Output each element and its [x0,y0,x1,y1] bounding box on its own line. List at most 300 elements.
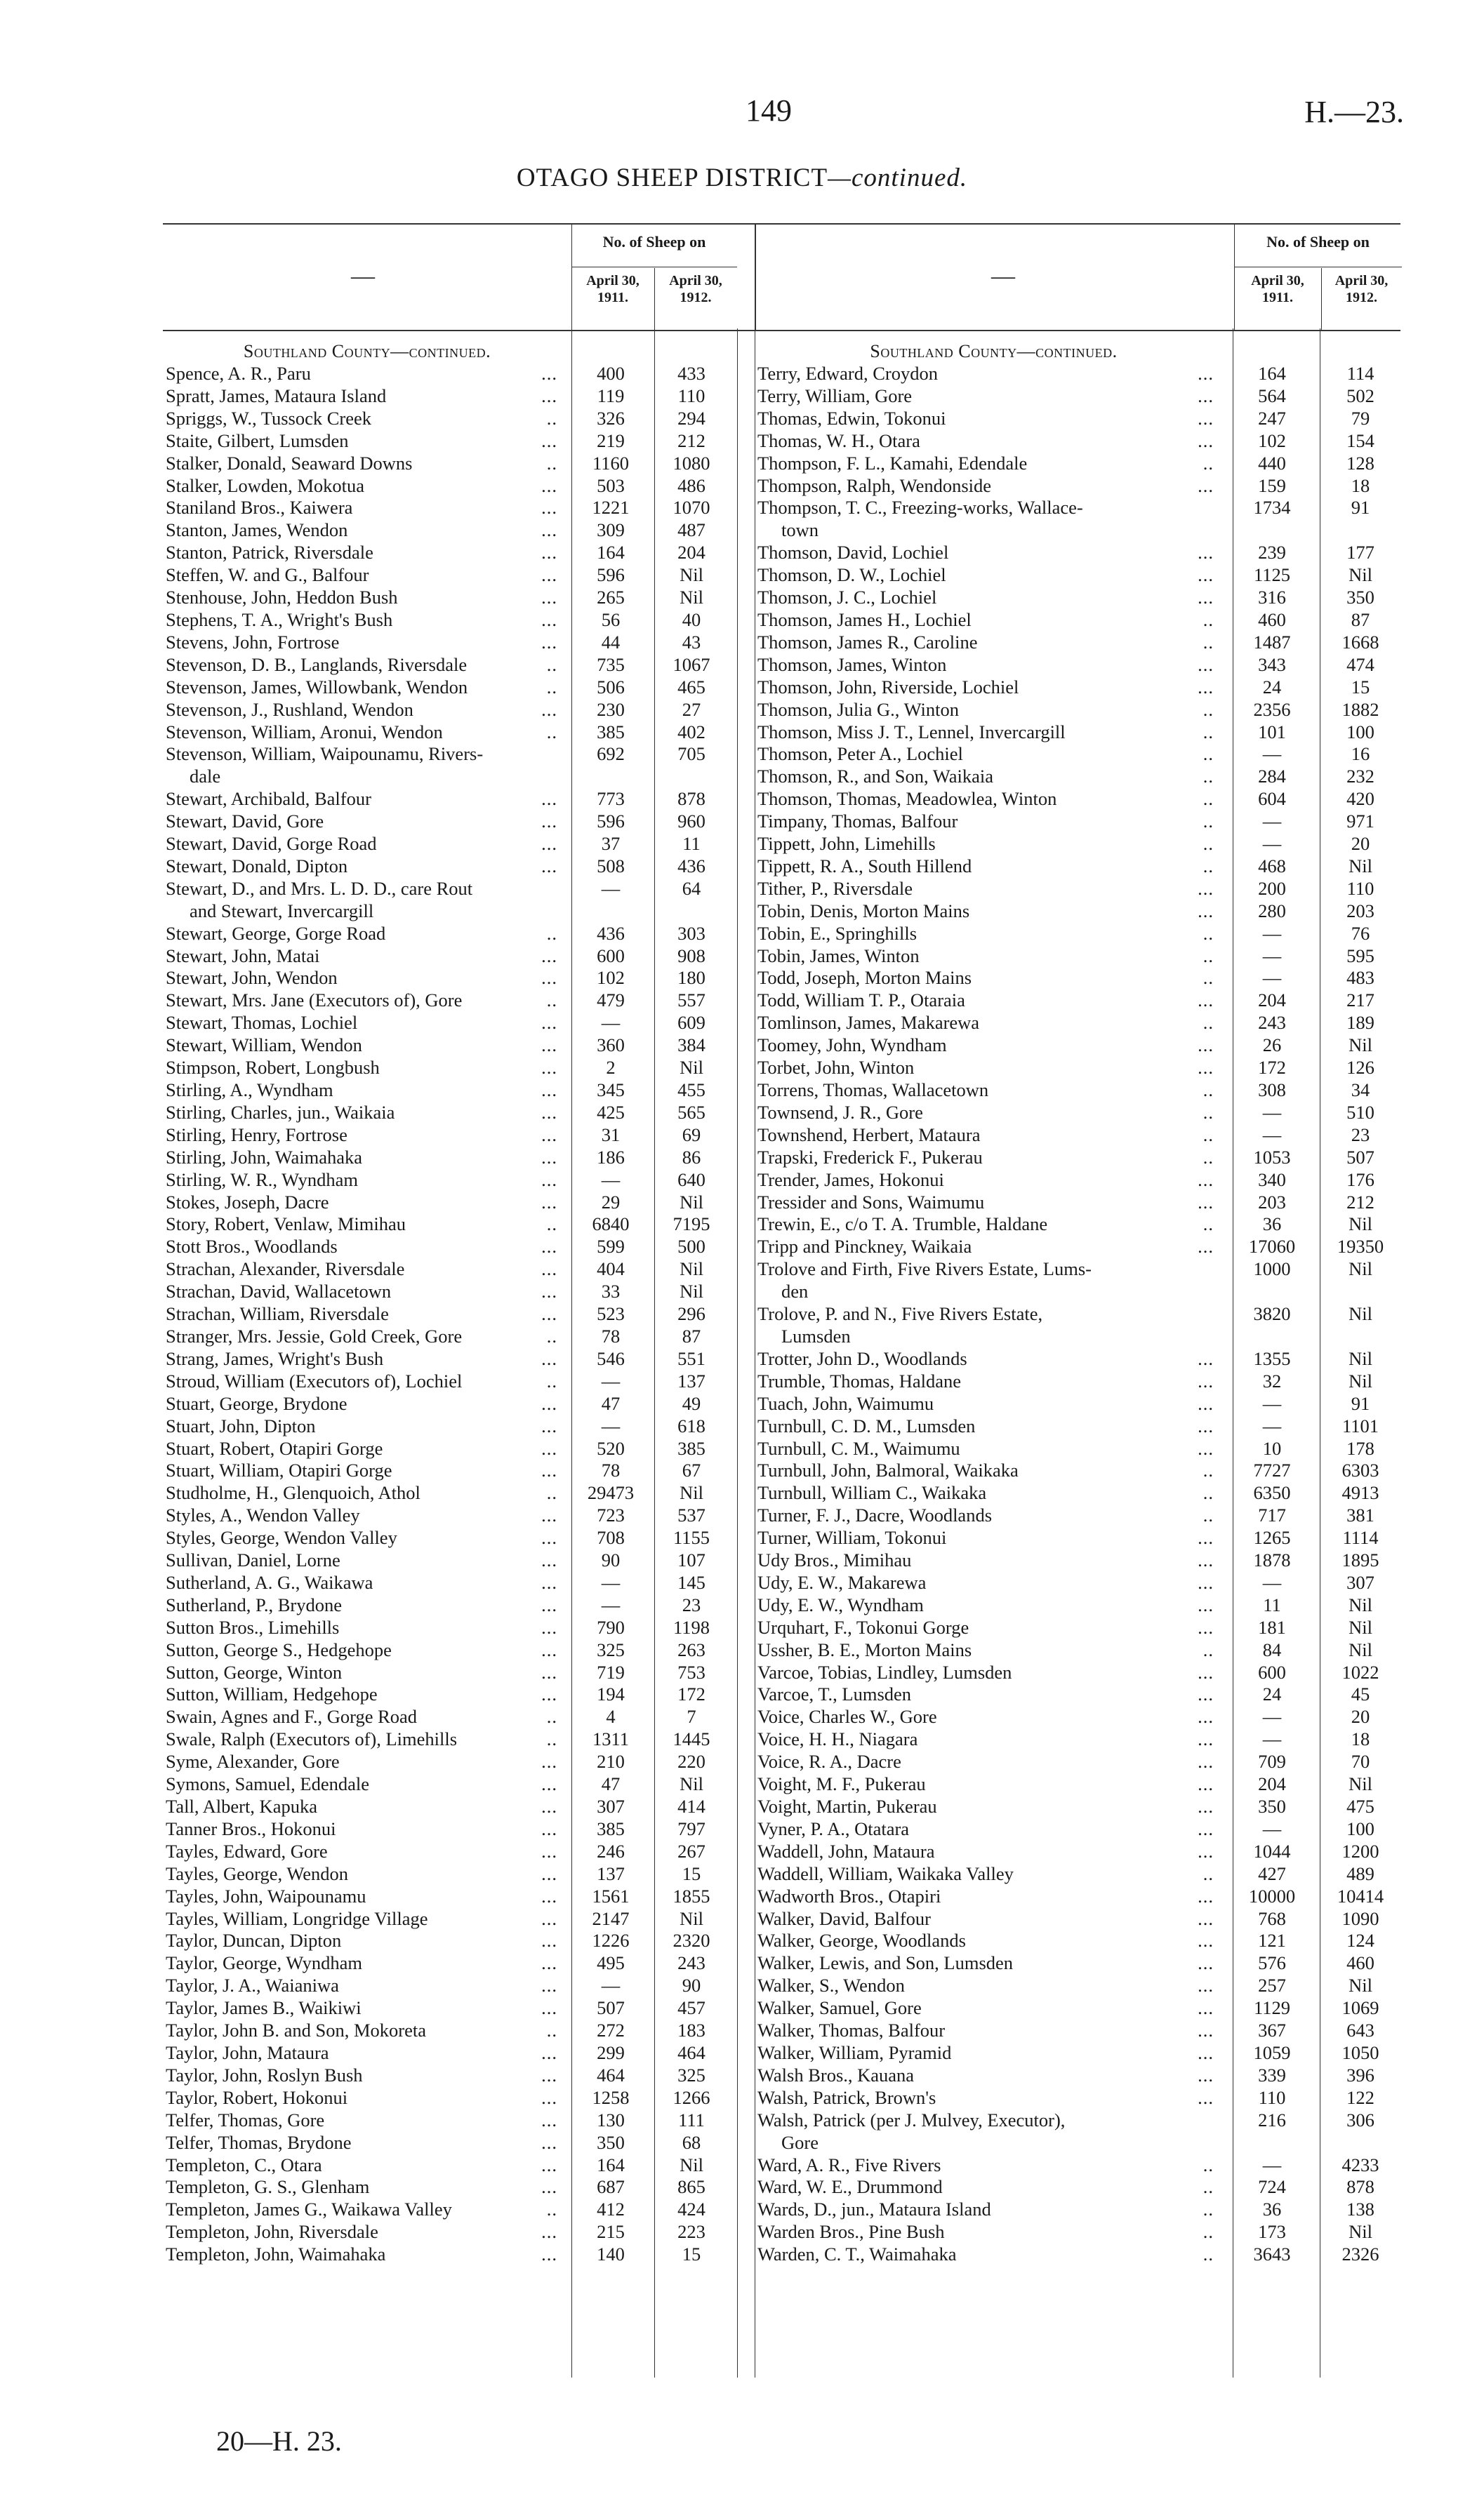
page-title [0,163,1484,193]
table-row [755,766,1400,788]
sheep-1911: 280 [1258,900,1286,921]
sheep-1911: 1355 [1253,1347,1291,1369]
sheep-1911: 717 [1258,1505,1286,1526]
table-row [163,878,761,923]
owner-name: Telfer, Thomas, Gore ... [166,2109,557,2131]
table-row [163,1415,761,1438]
sheep-1912: 20 [1351,833,1370,855]
owner-name: Vyner, P. A., Otatara ... [757,1818,1214,1839]
sheep-1912: 6303 [1341,1460,1379,1481]
owner-name: Walker, William, Pyramid ... [757,2041,1214,2063]
sheep-1912: 414 [677,1796,705,1817]
table-row [163,1236,761,1258]
sheep-1911: 265 [597,587,625,608]
owner-name: Stevenson, J., Rushland, Wendon ... [166,698,557,720]
sheep-1911: 309 [597,519,625,541]
table-row [755,1841,1400,1863]
sheep-1911: — [1262,833,1282,855]
sheep-1912: 126 [1346,1057,1374,1079]
sheep-1912: 176 [1346,1168,1374,1190]
sheep-1912: Nil [1349,1639,1372,1660]
sheep-1912: 396 [1346,2064,1374,2086]
sheep-1912: 76 [1351,922,1370,944]
owner-name: Waddell, William, Waikaka Valley .. [757,1862,1214,1884]
sheep-1912: 107 [677,1549,705,1571]
owner-name: Todd, Joseph, Morton Mains .. [757,967,1214,989]
sheep-1911: 2 [606,1057,616,1079]
sheep-1911: 6350 [1253,1482,1291,1504]
sheep-1912: 110 [677,385,705,406]
sheep-1911: 56 [601,608,621,630]
table-row [755,1863,1400,1886]
sheep-1912: 565 [677,1101,705,1123]
owner-name: Voice, R. A., Dacre ... [757,1751,1214,1773]
owner-name: Trolove and Firth, Five Rivers Estate, Lums- den [757,1258,1092,1302]
sheep-1911: 239 [1258,542,1286,564]
sheep-1912: Nil [1349,855,1372,876]
sheep-1911: 600 [597,945,625,966]
sheep-1912: 294 [677,407,705,429]
table-row [163,1796,761,1818]
owner-name: Strachan, William, Riversdale ... [166,1303,557,1325]
owner-name: Stott Bros., Woodlands ... [166,1236,557,1258]
left-table-body [163,363,761,2266]
table-row [755,1662,1400,1684]
sheep-1911: 576 [1258,1952,1286,1974]
table-row [755,1258,1400,1303]
sheep-1912: 23 [682,1594,701,1615]
sheep-1912: 7195 [673,1213,710,1235]
header-1911: April 30, 1911. [1251,273,1304,305]
sheep-1912: 908 [677,945,705,966]
owner-name: Taylor, James B., Waikiwi ... [166,1997,557,2019]
sheep-1912: 797 [677,1818,705,1839]
sheep-1911: — [1262,1728,1282,1750]
table-row [163,1594,761,1617]
sheep-1911: 1561 [592,1885,630,1907]
owner-name: Stenhouse, John, Heddon Bush ... [166,587,557,608]
table-row [163,2244,761,2266]
owner-name: Stewart, David, Gorge Road ... [166,833,557,855]
sheep-1912: 381 [1346,1505,1374,1526]
sheep-1911: 243 [1258,1012,1286,1034]
table-row [163,1482,761,1505]
sheep-1912: 10414 [1337,1885,1384,1907]
sheep-1911: — [1262,1818,1282,1839]
table-row [163,1930,761,1952]
sheep-1911: 284 [1258,766,1286,787]
sheep-1911: — [1262,1392,1282,1414]
table-row [163,1393,761,1415]
owner-name: Townshend, Herbert, Mataura .. [757,1124,1214,1145]
sheep-1911: 599 [597,1236,625,1258]
sheep-1912: 49 [682,1392,701,1414]
owner-name: Walker, Thomas, Balfour ... [757,2020,1214,2041]
owner-name: Walker, S., Wendon ... [757,1975,1214,1996]
sheep-1911: 307 [597,1796,625,1817]
owner-name: Stirling, A., Wyndham ... [166,1079,557,1100]
owner-name: Torbet, John, Winton ... [757,1057,1214,1079]
sheep-1911: 1221 [592,497,630,519]
sheep-1912: Nil [1349,1975,1372,1996]
table-row [163,699,761,721]
sheep-1911: 360 [597,1034,625,1056]
owner-name: Tayles, Edward, Gore ... [166,1840,557,1862]
owner-name: Thomson, D. W., Lochiel ... [757,564,1214,586]
table-row [755,1147,1400,1169]
sheep-1911: 790 [597,1616,625,1638]
owner-name: Turnbull, John, Balmoral, Waikaka .. [757,1460,1214,1481]
sheep-1911: 326 [597,407,625,429]
sheep-1912: 296 [677,1303,705,1325]
sheep-1912: 16 [1351,743,1370,765]
sheep-1912: Nil [680,1057,703,1079]
owner-name: Thomson, John, Riverside, Lochiel ... [757,676,1214,698]
sheep-1912: 91 [1351,1392,1370,1414]
owner-name: Voice, Charles W., Gore ... [757,1706,1214,1728]
sheep-1912: 87 [682,1325,701,1347]
sheep-1911: 159 [1258,474,1286,496]
sheep-1911: 33 [601,1281,621,1302]
owner-name: Strachan, Alexander, Riversdale ... [166,1258,557,1280]
table-row [755,1796,1400,1818]
header-group: No. of Sheep on [1266,233,1370,251]
sheep-1912: Nil [1349,2221,1372,2243]
owner-name: Thompson, T. C., Freezing-works, Wallace- town [757,497,1083,541]
sheep-1911: 78 [601,1460,621,1481]
sheep-1911: 520 [597,1437,625,1459]
header-group: No. of Sheep on [602,233,706,251]
table-row [755,1102,1400,1124]
sheep-1911: 173 [1258,2221,1286,2243]
table-row [755,1079,1400,1102]
sheep-1911: 119 [597,385,625,406]
table-row [755,363,1400,385]
sheep-1911: 17060 [1248,1236,1296,1258]
sheep-1912: 420 [1346,788,1374,810]
owner-name: Taylor, J. A., Waianiwa ... [166,1975,557,1996]
sheep-1911: 687 [597,2176,625,2198]
sheep-1912: 507 [1346,1146,1374,1168]
sheep-1912: 502 [1346,385,1374,406]
table-row [755,1348,1400,1371]
sheep-1911: 1053 [1253,1146,1291,1168]
section-heading: Southland County—continued. [870,341,1118,361]
owner-name: Voice, H. H., Niagara ... [757,1728,1214,1750]
owner-name: Sullivan, Daniel, Lorne ... [166,1549,557,1571]
sheep-1912: 753 [677,1661,705,1683]
sheep-1911: 10 [1262,1437,1282,1459]
owner-name: Stuart, John, Dipton ... [166,1415,557,1436]
sheep-1912: 460 [1346,1952,1374,1974]
table-row [163,1863,761,1886]
table-row [163,2132,761,2154]
table-row [163,1549,761,1572]
owner-name: Thomson, Julia G., Winton .. [757,698,1214,720]
sheep-1912: Nil [680,587,703,608]
sheep-1911: 464 [597,2064,625,2086]
table-row [755,1706,1400,1728]
owner-name: Sutton Bros., Limehills ... [166,1616,557,1638]
sheep-1912: 267 [677,1840,705,1862]
sheep-1912: 557 [677,989,705,1011]
owner-name: Voight, M. F., Pukerau ... [757,1773,1214,1795]
sheep-1912: 172 [677,1684,705,1705]
table-row [163,833,761,855]
owner-name: Templeton, John, Riversdale ... [166,2221,557,2243]
owner-name: Stokes, Joseph, Dacre ... [166,1191,557,1213]
owner-name: Varcoe, Tobias, Lindley, Lumsden ... [757,1661,1214,1683]
owner-name: Trewin, E., c/o T. A. Trumble, Haldane .. [757,1213,1214,1235]
sheep-1912: 43 [682,631,701,653]
sheep-1911: 1044 [1253,1840,1291,1862]
table-row [163,1505,761,1527]
sheep-1911: 24 [1262,676,1282,698]
table-row [163,1662,761,1684]
sheep-1911: 44 [601,631,621,653]
sheep-1911: 1059 [1253,2041,1291,2063]
table-row [755,811,1400,833]
sheep-1911: 1125 [1253,564,1291,586]
owner-name: Strachan, David, Wallacetown ... [166,1281,557,1302]
sheep-1912: 11 [682,833,701,855]
sheep-1911: 724 [1258,2176,1286,2198]
table-row [163,2176,761,2199]
table-row [755,1818,1400,1841]
table-row [755,878,1400,900]
table-row [755,1371,1400,1393]
sheep-1911: — [1262,967,1282,989]
owner-name: Stewart, Archibald, Balfour ... [166,788,557,810]
owner-name: Thompson, Ralph, Wendonside ... [757,474,1214,496]
table-row [755,788,1400,811]
owner-name: Templeton, James G., Waikawa Valley .. [166,2199,557,2220]
sheep-1912: 2326 [1341,2244,1379,2265]
sheep-1911: 400 [597,363,625,384]
sheep-1911: 412 [597,2199,625,2220]
sheep-1911: 468 [1258,855,1286,876]
table-row [755,632,1400,654]
owner-name: Urquhart, F., Tokonui Gorge ... [757,1616,1214,1638]
sheep-1912: 137 [677,1370,705,1392]
sheep-1912: 1069 [1341,1997,1379,2019]
sheep-1912: 1882 [1341,698,1379,720]
sheep-1911: — [1262,2154,1282,2175]
sheep-1912: 402 [677,721,705,742]
owner-name: Tobin, E., Springhills .. [757,922,1214,944]
table-row [163,1438,761,1460]
table-row [163,1728,761,1751]
owner-name: Sutherland, A. G., Waikawa ... [166,1571,557,1593]
sheep-1911: 24 [1262,1684,1282,1705]
sheep-1911: — [601,1975,621,1996]
sheep-1912: 111 [678,2109,705,2131]
sheep-1911: 1160 [592,452,630,474]
owner-name: Stewart, John, Matai ... [166,945,557,966]
table-row [163,855,761,878]
sheep-1911: 425 [597,1101,625,1123]
table-row [163,1281,761,1303]
sheep-1912: 457 [677,1997,705,2019]
table-row [163,945,761,968]
sheep-1912: 306 [1346,2109,1374,2131]
table-row [163,1527,761,1549]
owner-name: Taylor, Robert, Hokonui ... [166,2086,557,2108]
owner-name: Walsh, Patrick, Brown's ... [757,2086,1214,2108]
table-row [755,1415,1400,1438]
page-number: 149 [746,93,792,128]
owner-name: Stirling, W. R., Wyndham ... [166,1168,557,1190]
right-table-header [755,223,1400,331]
sheep-1912: 223 [677,2221,705,2243]
table-row [163,1617,761,1639]
sheep-1911: 230 [597,698,625,720]
table-row [163,1952,761,1975]
sheep-1912: 20 [1351,1706,1370,1728]
owner-name: Trumble, Thomas, Haldane ... [757,1370,1214,1392]
sheep-1912: Nil [1349,1347,1372,1369]
sheep-1912: Nil [1349,564,1372,586]
owner-name: Turner, F. J., Dacre, Woodlands .. [757,1505,1214,1526]
table-row [163,1886,761,1908]
sheep-1912: 878 [1346,2176,1374,2198]
owner-name: Tippett, R. A., South Hillend .. [757,855,1214,876]
table-row [163,2221,761,2244]
table-row [163,1124,761,1147]
owner-name: Stevenson, William, Aronui, Wendon .. [166,721,557,742]
sheep-1911: 137 [597,1862,625,1884]
sheep-1912: Nil [1349,1303,1372,1325]
table-row [755,989,1400,1012]
table-row [163,1303,761,1326]
sheep-1911: 495 [597,1952,625,1974]
sheep-1911: 546 [597,1347,625,1369]
owner-name: Tayles, John, Waipounamu ... [166,1885,557,1907]
table-row [163,1773,761,1796]
table-row [163,788,761,811]
table-row [755,2065,1400,2087]
table-row [755,453,1400,475]
sheep-1912: 465 [677,676,705,698]
sheep-1912: Nil [680,1907,703,1929]
sheep-1912: 1155 [673,1527,710,1549]
table-row [755,1460,1400,1482]
sheep-1911: — [601,877,621,899]
owner-name: Stephens, T. A., Wright's Bush ... [166,608,557,630]
sheep-1912: 1266 [673,2086,710,2108]
owner-name: Templeton, G. S., Glenham ... [166,2176,557,2198]
sheep-1911: 404 [597,1258,625,1280]
table-row [755,1930,1400,1952]
owner-name: Spratt, James, Mataura Island ... [166,385,557,406]
sheep-1911: 4 [606,1706,616,1728]
table-row [755,1527,1400,1549]
sheep-1912: 243 [677,1952,705,1974]
sheep-1912: 86 [682,1146,701,1168]
owner-name: Stevenson, James, Willowbank, Wendon .. [166,676,557,698]
table-row [755,1192,1400,1214]
sheep-1911: 29473 [587,1482,635,1504]
owner-name: Thompson, F. L., Kamahi, Edendale .. [757,452,1214,474]
sheep-1911: 692 [597,743,625,765]
sheep-1911: 773 [597,788,625,810]
sheep-1911: — [601,1168,621,1190]
owner-name: Stuart, Robert, Otapiri Gorge ... [166,1437,557,1459]
owner-name: Townsend, J. R., Gore .. [757,1101,1214,1123]
sheep-1911: 723 [597,1505,625,1526]
owner-name: Stewart, John, Wendon ... [166,967,557,989]
owner-name: Trender, James, Hokonui ... [757,1168,1214,1190]
sheep-1911: 210 [597,1751,625,1773]
owner-name: Strang, James, Wright's Bush ... [166,1347,557,1369]
sheep-1911: 194 [597,1684,625,1705]
sheep-1912: 303 [677,922,705,944]
sheep-1911: 26 [1262,1034,1282,1056]
sheep-1911: 506 [597,676,625,698]
sheep-1912: Nil [680,1482,703,1504]
sheep-1911: 3820 [1253,1303,1291,1325]
sheep-1912: 128 [1346,452,1374,474]
sheep-1912: 124 [1346,1930,1374,1952]
sheep-1911: — [601,1571,621,1593]
table-row [755,2244,1400,2266]
header-1912: April 30, 1912. [1334,273,1389,305]
table-row [163,989,761,1012]
owner-name: Sutherland, P., Brydone ... [166,1594,557,1615]
sheep-1912: 204 [677,542,705,564]
table-row [163,1192,761,1214]
sheep-1912: 69 [682,1124,701,1145]
table-row [163,519,761,542]
sheep-1911: 345 [597,1079,625,1100]
owner-name: Thomson, David, Lochiel ... [757,542,1214,564]
sheep-1911: 604 [1258,788,1286,810]
sheep-1912: 91 [1351,497,1370,519]
sheep-1912: 189 [1346,1012,1374,1034]
owner-name: Udy, E. W., Makarewa ... [757,1571,1214,1593]
document-code: H.—23. [1304,95,1404,129]
table-row [163,497,761,519]
owner-name: Warden, C. T., Waimahaka .. [757,2244,1214,2265]
table-row [755,1997,1400,2020]
table-row [163,2087,761,2109]
sheep-1912: 212 [1346,1191,1374,1213]
owner-name: Turnbull, C. D. M., Lumsden ... [757,1415,1214,1436]
sheep-1911: 110 [1258,2086,1286,2108]
owner-name: Stewart, George, Gorge Road .. [166,922,557,944]
owner-name: Staniland Bros., Kaiwera ... [166,497,557,519]
sheep-1911: 47 [601,1392,621,1414]
sheep-1912: 87 [1351,608,1370,630]
owner-name: Stalker, Donald, Seaward Downs .. [166,452,557,474]
sheep-1912: Nil [1349,1594,1372,1615]
sheep-1911: — [601,1415,621,1436]
sheep-1912: 960 [677,811,705,832]
owner-name: Toomey, John, Wyndham ... [757,1034,1214,1056]
owner-name: Thomson, R., and Son, Waikaia .. [757,766,1214,787]
sheep-1911: 32 [1262,1370,1282,1392]
sheep-1911: — [1262,1124,1282,1145]
sheep-1912: 79 [1351,407,1370,429]
table-row [163,453,761,475]
table-row [163,1639,761,1662]
table-row [163,721,761,744]
owner-name: Stewart, Mrs. Jane (Executors of), Gore .. [166,989,557,1011]
sheep-1911: 503 [597,474,625,496]
sheep-1911: 247 [1258,407,1286,429]
table-row [755,2042,1400,2065]
table-row [755,542,1400,564]
